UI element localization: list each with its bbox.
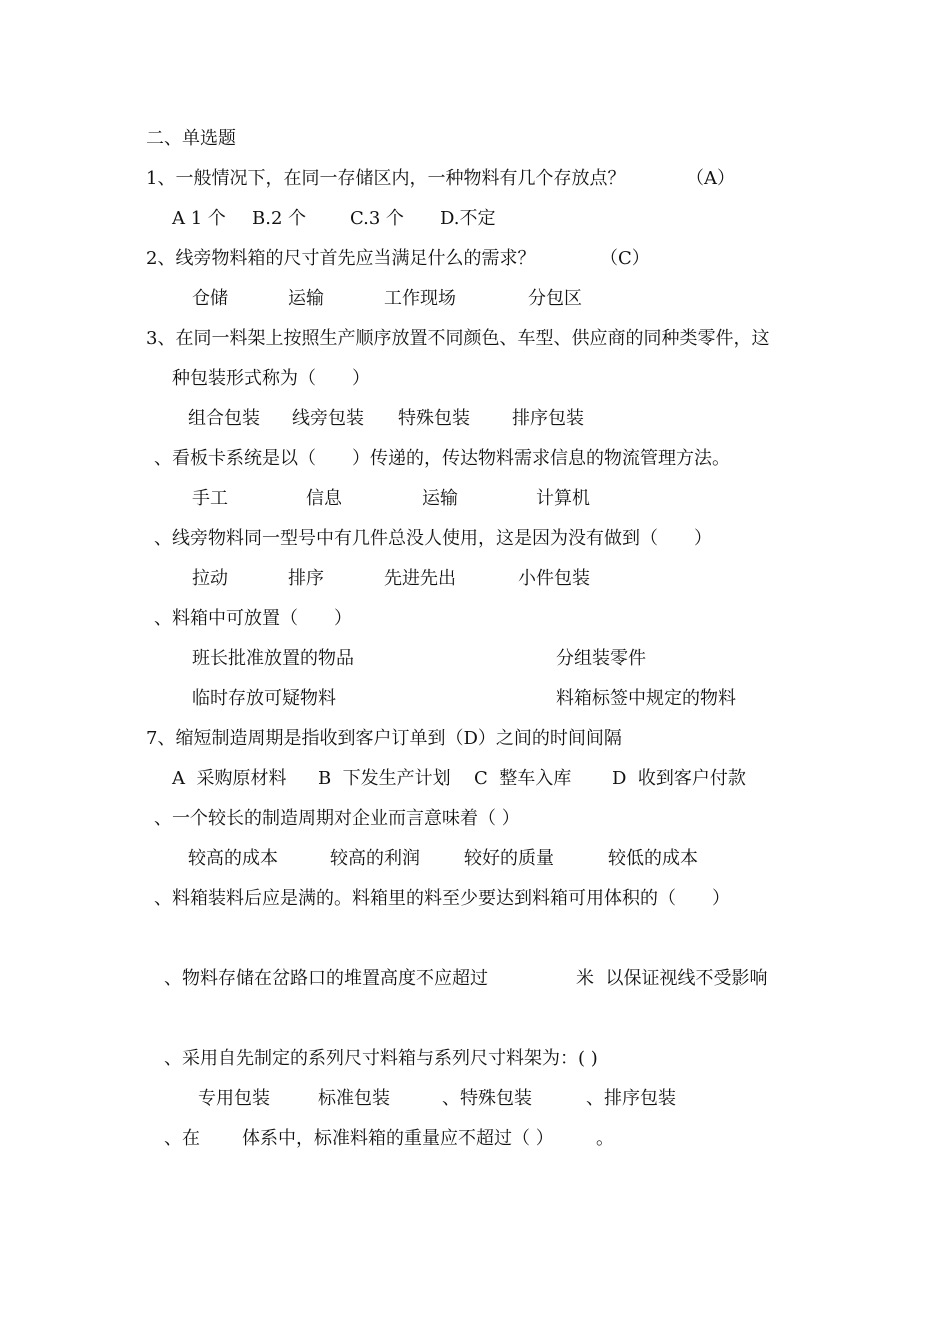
question-4-option-d: 计算机 [536, 488, 590, 509]
question-10-stem-tail: 米 以保证视线不受影响 [576, 968, 768, 989]
question-1-option-d: D.不定 [440, 208, 496, 229]
question-3-option-d: 排序包装 [512, 408, 584, 429]
question-11-stem: 、采用自先制定的系列尺寸料箱与系列尺寸料架为：( ) [164, 1048, 598, 1069]
question-4-option-a: 手工 [192, 488, 228, 509]
question-6-option-d: 料箱标签中规定的物料 [556, 688, 736, 709]
question-11-option-b: 标准包装 [318, 1088, 390, 1109]
question-2-answer: （C） [600, 248, 650, 269]
question-7-option-c: C 整车入库 [474, 768, 572, 789]
question-8-option-c: 较好的质量 [464, 848, 554, 869]
question-5-option-b: 排序 [288, 568, 324, 589]
question-6-option-b: 分组装零件 [556, 648, 646, 669]
question-4-option-c: 运输 [422, 488, 458, 509]
question-5-stem: 、线旁物料同一型号中有几件总没人使用，这是因为没有做到（ ） [154, 528, 712, 549]
section-title: 二、单选题 [146, 128, 236, 149]
question-2-option-c: 工作现场 [384, 288, 456, 309]
question-2-option-a: 仓储 [192, 288, 228, 309]
question-11-option-d: 、排序包装 [586, 1088, 676, 1109]
question-3-option-b: 线旁包装 [292, 408, 364, 429]
question-7-option-d: D 收到客户付款 [612, 768, 746, 789]
question-3-option-c: 特殊包装 [398, 408, 470, 429]
question-5-option-d: 小件包装 [518, 568, 590, 589]
question-7-option-a: A 采购原材料 [172, 768, 287, 789]
question-3-stem-cont: 种包装形式称为（ ） [172, 368, 370, 389]
question-5-option-c: 先进先出 [384, 568, 456, 589]
question-1-option-c: C.3 个 [350, 208, 405, 229]
question-4-stem: 、看板卡系统是以（ ）传递的，传达物料需求信息的物流管理方法。 [154, 448, 730, 469]
question-12-stem: 、在 [164, 1128, 200, 1149]
question-1-option-b: B.2 个 [252, 208, 307, 229]
question-11-option-a: 专用包装 [198, 1088, 270, 1109]
question-8-option-a: 较高的成本 [188, 848, 278, 869]
question-12-stem-mid: 体系中，标准料箱的重量应不超过（ ） [242, 1128, 554, 1149]
question-8-option-b: 较高的利润 [330, 848, 420, 869]
question-1-option-a: A 1 个 [172, 208, 226, 229]
question-12-stem-tail: 。 [596, 1128, 614, 1149]
question-9-stem: 、料箱装料后应是满的。料箱里的料至少要达到料箱可用体积的（ ） [154, 888, 730, 909]
question-1-stem: 1、一般情况下，在同一存储区内，一种物料有几个存放点？ [146, 168, 626, 189]
question-7-stem: 7、缩短制造周期是指收到客户订单到（D）之间的时间间隔 [146, 728, 622, 749]
question-8-stem: 、一个较长的制造周期对企业而言意味着（ ） [154, 808, 520, 829]
question-6-option-c: 临时存放可疑物料 [192, 688, 336, 709]
question-5-option-a: 拉动 [192, 568, 228, 589]
question-6-option-a: 班长批准放置的物品 [192, 648, 354, 669]
question-2-stem: 2、线旁物料箱的尺寸首先应当满足什么的需求？ [146, 248, 536, 269]
question-3-stem: 3、在同一料架上按照生产顺序放置不同颜色、车型、供应商的同种类零件，这 [146, 328, 770, 349]
question-10-stem: 、物料存储在岔路口的堆置高度不应超过 [164, 968, 488, 989]
question-6-stem: 、料箱中可放置（ ） [154, 608, 352, 629]
question-7-option-b: B 下发生产计划 [318, 768, 451, 789]
question-8-option-d: 较低的成本 [608, 848, 698, 869]
question-3-option-a: 组合包装 [188, 408, 260, 429]
question-1-answer: （A） [686, 168, 735, 189]
question-2-option-b: 运输 [288, 288, 324, 309]
question-2-option-d: 分包区 [528, 288, 582, 309]
question-4-option-b: 信息 [306, 488, 342, 509]
question-11-option-c: 、特殊包装 [442, 1088, 532, 1109]
